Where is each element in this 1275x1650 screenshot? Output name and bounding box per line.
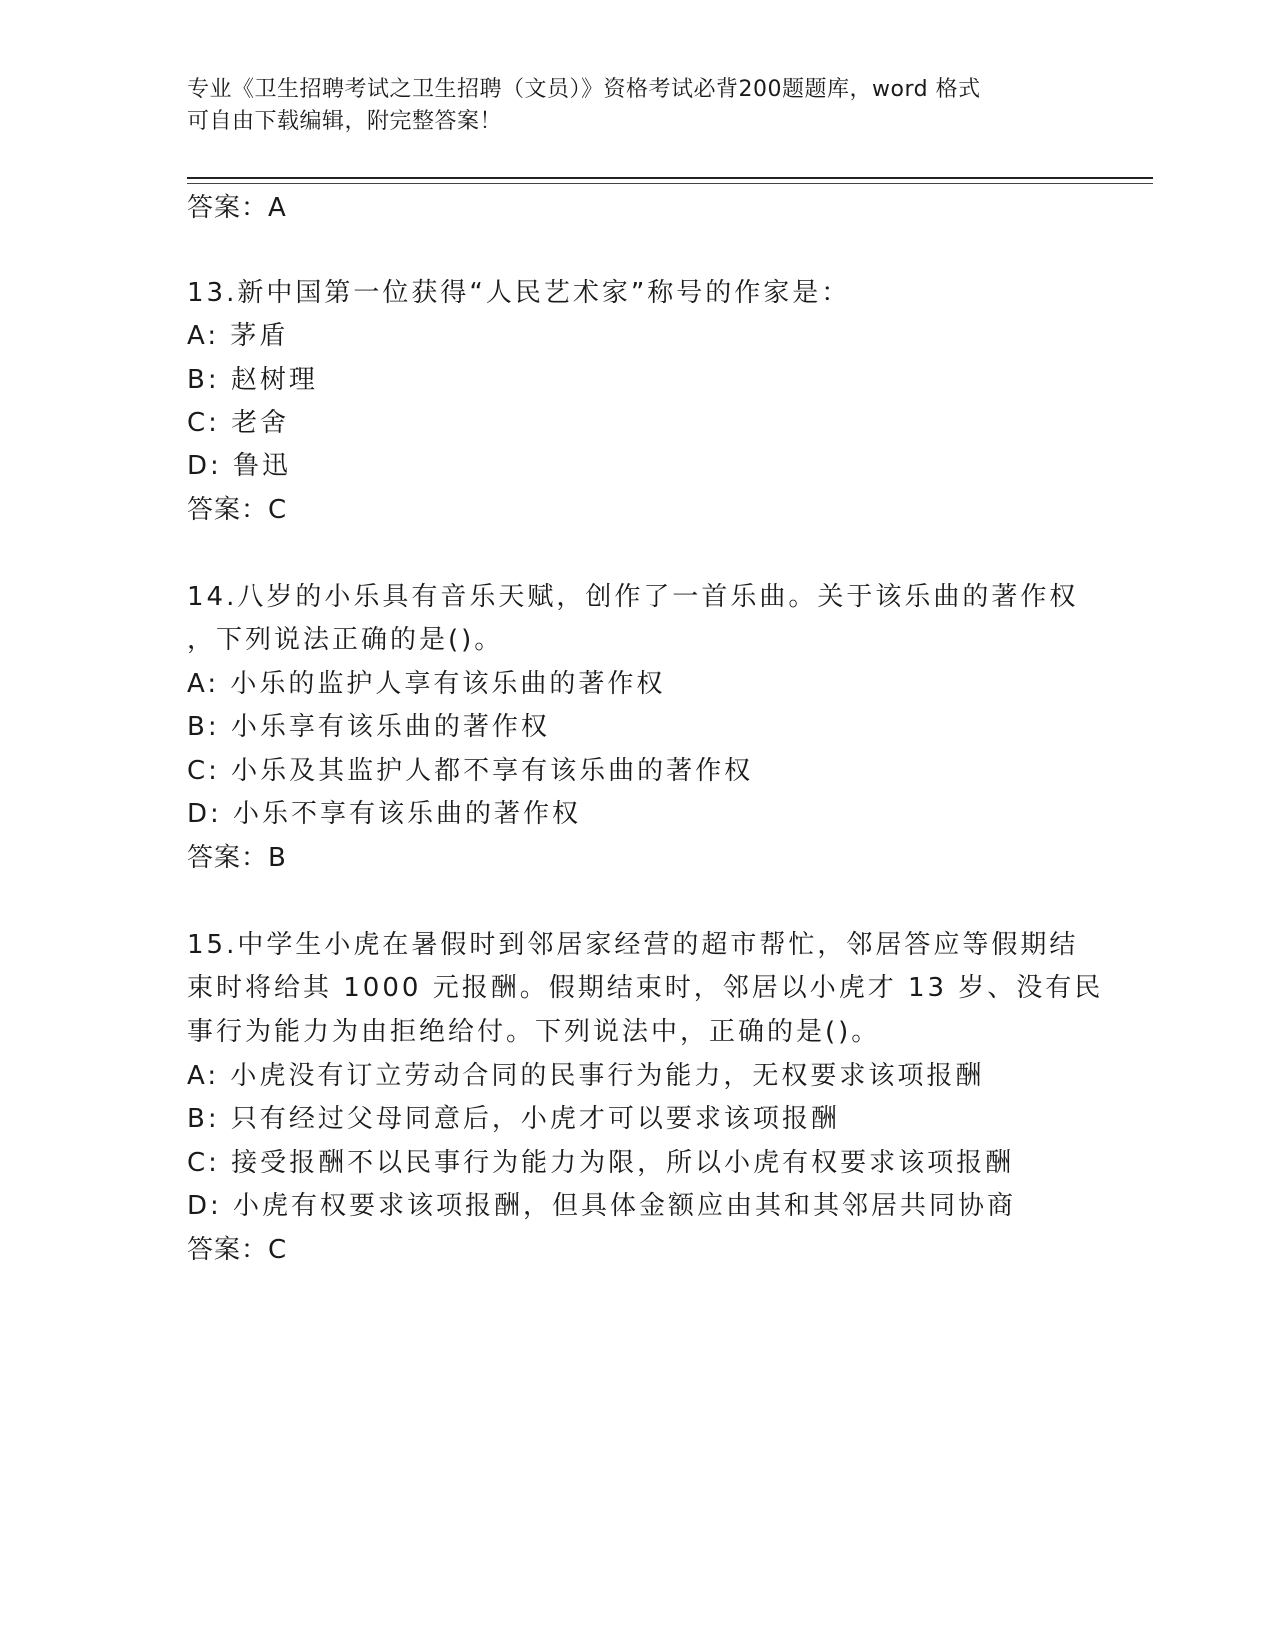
header-rule-thin — [187, 183, 1153, 184]
document-header — [187, 74, 1067, 138]
question-15-option-d: D: 小虎有权要求该项报酬，但具体金额应由其和其邻居共同协商 — [187, 1191, 1017, 1221]
question-15-answer: 答案：C — [187, 1235, 288, 1265]
question-13-answer: 答案：C — [187, 495, 288, 525]
question-13-text: 13.新中国第一位获得“人民艺术家”称号的作家是： — [187, 278, 851, 308]
header-line-1: 专业《卫生招聘考试之卫生招聘（文员）》资格考试必背200题题库，word 格式 — [187, 77, 981, 102]
question-13-option-c: C: 老舍 — [187, 408, 290, 438]
question-15-option-b: B: 只有经过父母同意后，小虎才可以要求该项报酬 — [187, 1104, 840, 1134]
question-15-text-line-2: 束时将给其 1000 元报酬。假期结束时，邻居以小虎才 13 岁、没有民 — [187, 973, 1104, 1003]
question-15-option-a: A: 小虎没有订立劳动合同的民事行为能力，无权要求该项报酬 — [187, 1061, 985, 1091]
question-15-text-line-1: 15.中学生小虎在暑假时到邻居家经营的超市帮忙，邻居答应等假期结 — [187, 930, 1079, 960]
question-14-option-a: A: 小乐的监护人享有该乐曲的著作权 — [187, 669, 666, 699]
question-14-text-line-2: ，下列说法正确的是()。 — [187, 625, 504, 655]
question-14-option-d: D: 小乐不享有该乐曲的著作权 — [187, 799, 582, 829]
question-14-answer: 答案：B — [187, 843, 287, 873]
header-line-2: 可自由下载编辑，附完整答案！ — [187, 109, 503, 134]
question-14-option-c: C: 小乐及其监护人都不享有该乐曲的著作权 — [187, 756, 754, 786]
question-14-option-b: B: 小乐享有该乐曲的著作权 — [187, 712, 550, 742]
question-13-option-a: A: 茅盾 — [187, 321, 289, 351]
previous-answer: 答案：A — [187, 193, 287, 223]
header-rule-thick — [187, 177, 1153, 179]
question-13-option-d: D: 鲁迅 — [187, 451, 292, 481]
question-13-option-b: B: 赵树理 — [187, 365, 318, 395]
question-15-option-c: C: 接受报酬不以民事行为能力为限，所以小虎有权要求该项报酬 — [187, 1148, 1015, 1178]
question-14-text-line-1: 14.八岁的小乐具有音乐天赋，创作了一首乐曲。关于该乐曲的著作权 — [187, 582, 1079, 612]
question-15-text-line-3: 事行为能力为由拒绝给付。下列说法中，正确的是()。 — [187, 1017, 881, 1047]
